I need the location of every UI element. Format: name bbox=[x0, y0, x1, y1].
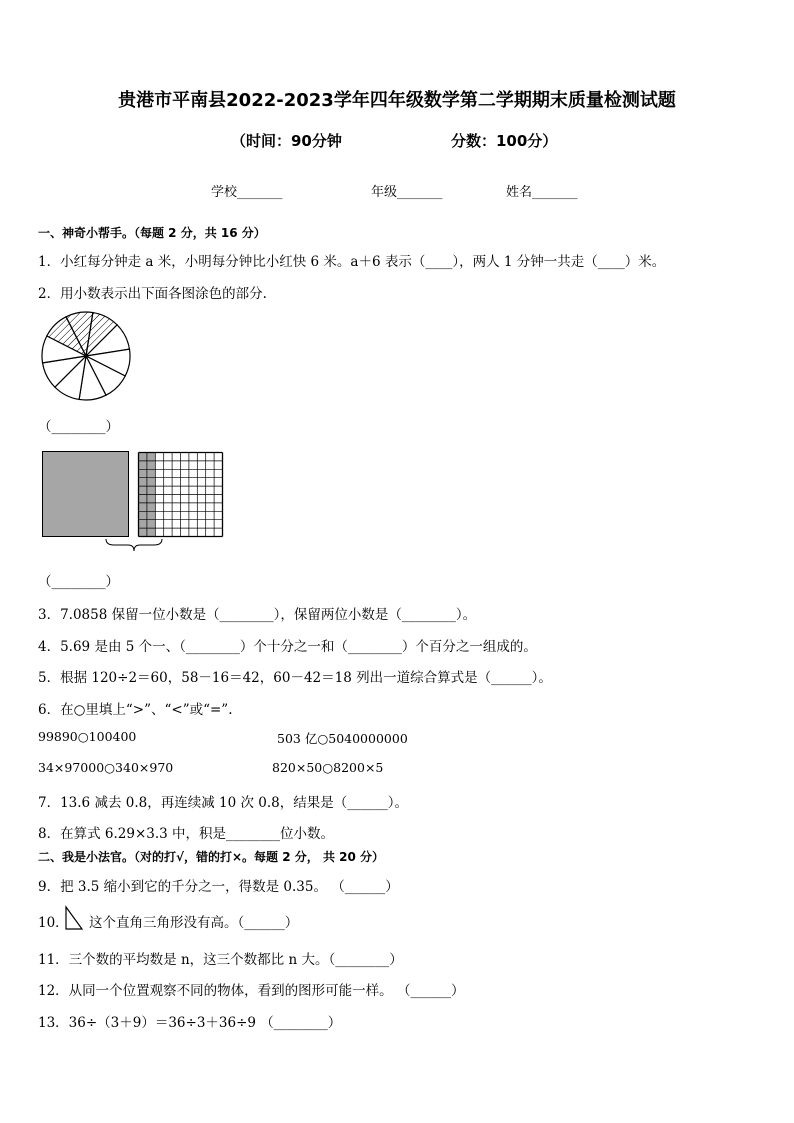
question-9: 9．把 3.5 缩小到它的千分之一，得数是 0.35。 （______） bbox=[38, 879, 399, 895]
question-2-blank-1: （________） bbox=[38, 419, 119, 435]
question-12: 12．从同一个位置观察不同的物体，看到的图形可能一样。 （______） bbox=[38, 983, 465, 999]
question-6-d: 820×50○8200×5 bbox=[272, 760, 384, 775]
question-7: 7．13.6 减去 0.8，再连续减 10 次 0.8，结果是（______）。 bbox=[38, 795, 408, 811]
question-4: 4．5.69 是由 5 个一、（________）个十分之一和（________）个百分之一组成的。 bbox=[38, 639, 537, 655]
brace-icon bbox=[104, 538, 164, 552]
question-2-blank-2: （________） bbox=[38, 574, 119, 590]
school-field: 学校_______ bbox=[211, 185, 283, 200]
question-6-a: 99890○100400 bbox=[38, 729, 137, 744]
name-field: 姓名_______ bbox=[506, 185, 578, 200]
circle-figure bbox=[40, 310, 132, 402]
section-1-heading: 一、神奇小帮手。（每题 2 分，共 16 分） bbox=[38, 226, 266, 240]
exam-time: （时间：90分钟 bbox=[231, 132, 342, 150]
grade-field: 年级_______ bbox=[371, 185, 443, 200]
question-6: 6．在○里填上“>”、“<”或“=”. bbox=[38, 702, 233, 718]
question-10-number: 10． bbox=[38, 915, 69, 931]
right-triangle-icon bbox=[64, 905, 84, 931]
question-2: 2．用小数表示出下面各图涂色的部分. bbox=[38, 286, 267, 302]
question-6-b: 503 亿○5040000000 bbox=[277, 731, 408, 746]
hundred-grid-figure bbox=[137, 451, 225, 539]
shaded-square bbox=[42, 451, 129, 537]
question-8: 8．在算式 6.29×3.3 中，积是________位小数。 bbox=[38, 826, 335, 842]
question-10-text: 这个直角三角形没有高。（______） bbox=[89, 915, 299, 931]
section-2-heading: 二、我是小法官。（对的打√，错的打×。每题 2 分， 共 20 分） bbox=[38, 850, 384, 864]
exam-score: 分数：100分） bbox=[451, 132, 558, 150]
question-3: 3．7.0858 保留一位小数是（________），保留两位小数是（________）。 bbox=[38, 607, 477, 623]
question-13: 13．36÷（3＋9）＝36÷3＋36÷9 （________） bbox=[38, 1015, 342, 1031]
question-6-c: 34×97000○340×970 bbox=[38, 760, 174, 775]
question-1: 1．小红每分钟走 a 米，小明每分钟比小红快 6 米。a＋6 表示（____），两人 1 分钟一共走（____）米。 bbox=[38, 254, 666, 270]
question-11: 11．三个数的平均数是 n，这三个数都比 n 大。（________） bbox=[38, 952, 403, 968]
exam-title: 贵港市平南县2022-2023学年四年级数学第二学期期末质量检测试题 bbox=[118, 90, 676, 111]
question-5: 5．根据 120÷2＝60，58－16＝42，60－42＝18 列出一道综合算式是（______）。 bbox=[38, 670, 552, 686]
